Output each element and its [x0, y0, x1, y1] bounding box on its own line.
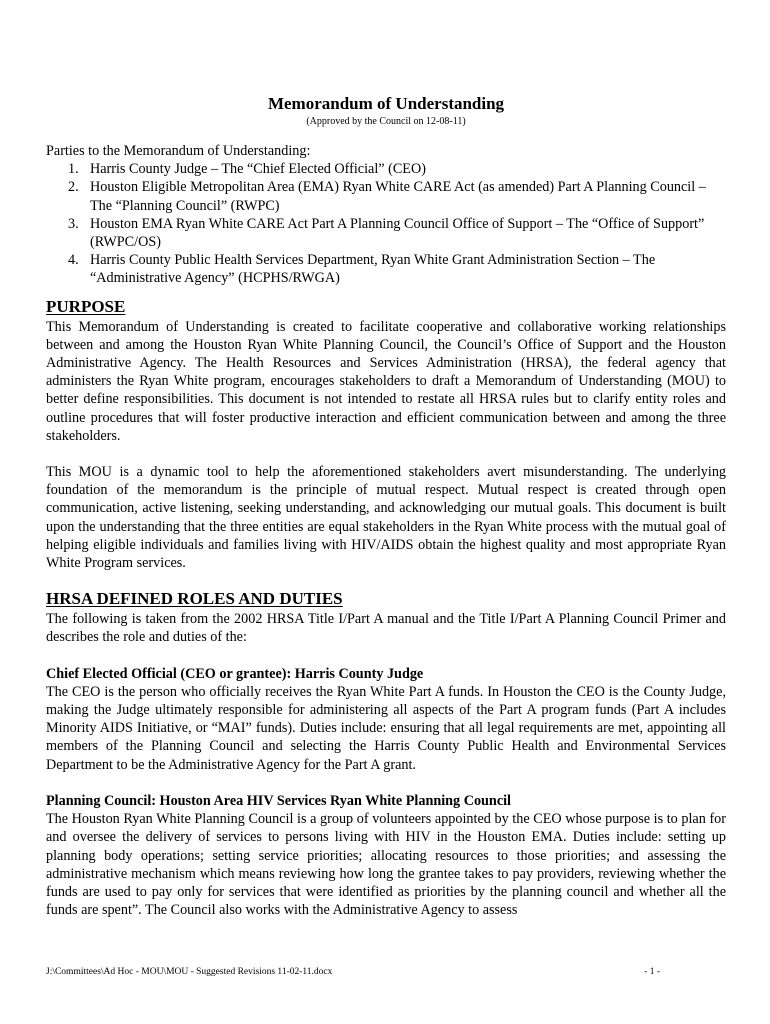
document-body: [46, 93, 726, 919]
ceo-subheading: Chief Elected Official (CEO or grantee): Harris County Judge: [46, 665, 424, 682]
purpose-paragraph-1: This Memorandum of Understanding is created to facilitate cooperative and collaborative working relationships between and among the Houston Ryan White Planning Council, the Council’s Office of Support and the Houston Administrative Agency. The Health Resources and Services Administration (HRSA), the federal agency that administers the Ryan White program, encourages stakeholders to draft a Memorandum of Understanding (MOU) to better define responsibilities. This document is not intended to restate all HRSA rules but to clarify entity roles and outline procedures that will foster productive interaction and efficient communication between and among the three stakeholders.: [46, 318, 726, 444]
party-text: Harris County Judge – The “Chief Elected Official” (CEO): [90, 161, 426, 178]
purpose-paragraph-2: This MOU is a dynamic tool to help the aforementioned stakeholders avert misunderstanding. The underlying foundation of the memorandum is the principle of mutual respect. Mutual respect is created through open communication, active listening, seeking understanding, and acknowledging our mutual goals. This document is built upon the understanding that the three entities are equal stakeholders in the Ryan White process with the mutual goal of helping eligible individuals and families living with HIV/AIDS obtain the highest quality and most appropriate Ryan White Program services.: [46, 464, 726, 572]
party-number: 4.: [68, 252, 79, 269]
ceo-paragraph: The CEO is the person who officially receives the Ryan White Part A funds. In Houston the CEO is the County Judge, making the Judge ultimately responsible for administering all aspects of the Part A program funds (Part A includes Minority AIDS Initiative, or “MAI” funds). Duties include: ensuring that all legal requirements are met, appointing all members of the Planning Council and selecting the Harris County Public Health and Environmental Services Department to be the Administrative Agency for the Part A grant.: [46, 683, 726, 773]
document-title: Memorandum of Understanding: [267, 94, 505, 113]
party-item: [46, 178, 726, 214]
parties-intro: Parties to the Memorandum of Understanding:: [46, 143, 311, 159]
planning-council-subheading: Planning Council: Houston Area HIV Services Ryan White Planning Council: [46, 792, 511, 809]
party-number: 1.: [68, 161, 79, 178]
party-number: 2.: [68, 179, 79, 196]
hrsa-roles-heading: HRSA DEFINED ROLES AND DUTIES: [46, 589, 343, 609]
party-text: Houston EMA Ryan White CARE Act Part A Planning Council Office of Support – The “Office of Support” (RWPC/OS): [90, 215, 705, 251]
party-item: [46, 251, 726, 287]
paragraph-spacer: [46, 647, 726, 665]
paragraph-spacer: [46, 774, 726, 792]
section-spacer: [46, 572, 726, 588]
party-text: Houston Eligible Metropolitan Area (EMA) Ryan White CARE Act (as amended) Part A Planning Council – The “Planning Council” (RWPC): [90, 179, 706, 214]
paragraph-spacer: [46, 445, 726, 463]
party-item: [46, 215, 726, 251]
approval-note: (Approved by the Council on 12-08-11): [306, 116, 466, 127]
party-number: 3.: [68, 215, 79, 232]
parties-list: [46, 160, 726, 287]
party-text: Harris County Public Health Services Department, Ryan White Grant Administration Section – The “Administrative Agency” (HCPHS/RWGA): [90, 252, 656, 287]
footer-file-path: J:\Committees\Ad Hoc - MOU\MOU - Suggested Revisions 11-02-11.docx: [46, 967, 333, 977]
purpose-heading: PURPOSE: [46, 296, 126, 316]
party-item: [46, 160, 726, 178]
planning-council-paragraph: The Houston Ryan White Planning Council is a group of volunteers appointed by the CEO whose purpose is to plan for and oversee the delivery of services to persons living with HIV in the Houston EMA. Duties include: setting up planning body operations; setting service priorities; allocating resources to those priorities; and assessing the administrative mechanism which means reviewing how long the grantee takes to pay providers, reviewing whether the funds are used to pay only for services that were identified as priorities by the planning council and whether all the funds are spent”. The Council also works with the Administrative Agency to assess: [46, 811, 726, 919]
footer-page-number: - 1 -: [644, 967, 660, 977]
hrsa-intro: The following is taken from the 2002 HRSA Title I/Part A manual and the Title I/Part A Planning Council Primer and describes the role and duties of the:: [46, 611, 726, 646]
